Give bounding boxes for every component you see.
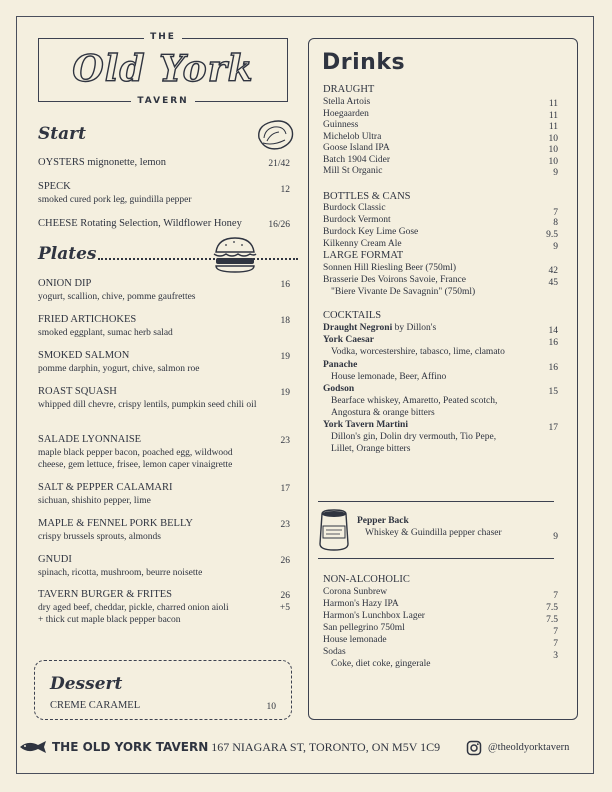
price-san-pellegrino: 7 [553, 627, 558, 637]
price-godson: 15 [548, 387, 558, 397]
dessert-title: Dessert [50, 674, 123, 694]
draught-item: Michelob Ultra [323, 131, 382, 142]
drink-martini-sub: Dillon's gin, Dolin dry vermouth, Tio Pepe, [331, 432, 497, 442]
menu-item-creme-caramel: CREME CARAMEL [50, 700, 141, 711]
drink-york-caesar: York Caesar [323, 335, 374, 345]
price-burdock-gose: 9.5 [546, 230, 558, 240]
draught-price: 11 [548, 110, 558, 121]
price-corona: 7 [553, 591, 558, 601]
price-calamari: 17 [280, 484, 290, 494]
drink-kilkenny: Kilkenny Cream Ale [323, 239, 402, 249]
large-format-heading: LARGE FORMAT [323, 250, 404, 261]
price-gnudi: 26 [280, 556, 290, 566]
desc-smoked-salmon: pomme darphin, yogurt, chive, salmon roe [38, 364, 200, 374]
draught-price: 9 [553, 168, 558, 178]
desc-onion-dip: yogurt, scallion, chive, pomme gaufrettes [38, 292, 196, 302]
price-negroni: 14 [548, 326, 558, 336]
menu-item-fried-artichokes: FRIED ARTICHOKES [38, 314, 137, 325]
menu-item-roast-squash: ROAST SQUASH [38, 386, 117, 397]
price-onion-dip: 16 [280, 280, 290, 290]
price-pork-belly: 23 [280, 520, 290, 530]
drink-martini-sub2: Lillet, Orange bitters [331, 444, 411, 454]
price-fried-artichokes: 18 [280, 316, 290, 326]
desc-pork-belly: crispy brussels sprouts, almonds [38, 532, 161, 542]
bottle-icon [316, 508, 352, 552]
draught-price: 10 [548, 145, 558, 155]
menu-item-calamari: SALT & PEPPER CALAMARI [38, 482, 173, 493]
draught-price: 10 [548, 133, 558, 144]
price-burdock-classic: 7 [553, 208, 558, 218]
drink-godson-sub: Bearface whiskey, Amaretto, Peated scotch, [331, 396, 498, 406]
draught-item: Stella Artois [323, 97, 371, 107]
logo-the: THE [38, 32, 288, 42]
pepper-back-name: Pepper Back [357, 516, 409, 526]
start-title: Start [38, 124, 86, 144]
drink-sonnen-hill: Sonnen Hill Riesling Beer (750ml) [323, 263, 456, 273]
drink-sodas: Sodas [323, 647, 346, 657]
menu-item-smoked-salmon: SMOKED SALMON [38, 350, 130, 361]
drink-godson: Godson [323, 384, 355, 394]
drink-sodas-sub: Coke, diet coke, gingerale [331, 659, 431, 669]
drink-panache-sub: House lemonade, Beer, Affino [331, 372, 447, 382]
price-sodas: 3 [553, 651, 558, 661]
menu-item-onion-dip: ONION DIP [38, 278, 92, 289]
pepper-back-rule-top [318, 501, 554, 502]
price-kilkenny: 9 [553, 242, 558, 252]
burger-icon [210, 236, 260, 274]
price-pepper-back: 9 [553, 532, 558, 542]
price-tavern-burger-addon: +5 [279, 603, 290, 613]
price-house-lemonade: 7 [553, 639, 558, 649]
plates-title: Plates [38, 244, 97, 264]
desc-salade-lyonnaise: maple black pepper bacon, poached egg, wildwood cheese, gem lettuce, frisee, lemon caper vinaigrette [38, 448, 233, 470]
price-salade-lyonnaise: 23 [280, 436, 290, 446]
drink-brasserie: Brasserie Des Voirons Savoie, France [323, 275, 466, 285]
desc-gnudi: spinach, ricotta, mushroom, beurre noisette [38, 568, 203, 578]
drink-house-lemonade: House lemonade [323, 635, 387, 645]
draught-item: Mill St Organic [323, 166, 383, 176]
drink-negroni: Draught Negroni by Dillon's [323, 323, 437, 333]
price-tavern-burger: 26 [280, 591, 290, 601]
drink-hazy-ipa: Harmon's Hazy IPA [323, 599, 399, 609]
non-alcoholic-heading: NON-ALCOHOLIC [323, 574, 410, 585]
price-burdock-vermont: 8 [553, 218, 558, 228]
price-york-caesar: 16 [548, 338, 558, 348]
drinks-title: Drinks [322, 50, 406, 75]
draught-item: Goose Island IPA [323, 143, 390, 153]
drink-panache: Panache [323, 360, 358, 370]
fish-logo-icon [18, 740, 48, 754]
instagram-icon[interactable] [466, 740, 482, 756]
drink-godson-sub2: Angostura & orange bitters [331, 408, 435, 418]
draught-item: Guinness [323, 120, 359, 130]
draught-price: 11 [548, 122, 558, 132]
price-sonnen-hill: 42 [548, 266, 558, 276]
drink-martini: York Tavern Martini [323, 420, 408, 430]
price-brasserie: 45 [548, 278, 558, 288]
price-hazy-ipa: 7.5 [546, 603, 558, 613]
menu-item-oysters: OYSTERS mignonette, lemon [38, 157, 167, 168]
menu-item-tavern-burger: TAVERN BURGER & FRITES [38, 589, 173, 600]
instagram-handle[interactable]: @theoldyorktavern [488, 742, 570, 753]
plates-divider [98, 258, 298, 260]
drink-burdock-vermont: Burdock Vermont [323, 215, 391, 225]
price-smoked-salmon: 19 [280, 352, 290, 362]
desc-tavern-burger: dry aged beef, cheddar, pickle, charred onion aioli [38, 603, 229, 613]
draught-item: Batch 1904 Cider [323, 154, 391, 165]
cocktails-heading: COCKTAILS [323, 310, 382, 321]
oyster-icon [255, 118, 295, 152]
price-martini: 17 [548, 423, 558, 433]
menu-item-speck: SPECK [38, 181, 71, 192]
footer-address-line: THE OLD YORK TAVERN 167 NIAGARA ST, TORONTO, ON M5V 1C9 [52, 740, 441, 754]
menu-item-cheese: CHEESE Rotating Selection, Wildflower Honey [38, 218, 242, 229]
price-lunchbox-lager: 7.5 [546, 615, 558, 625]
desc-fried-artichokes: smoked eggplant, sumac herb salad [38, 328, 173, 338]
bottles-heading: BOTTLES & CANS [323, 191, 411, 202]
draught-price: 11 [548, 99, 558, 109]
logo-tavern: TAVERN [38, 96, 288, 106]
price-panache: 16 [548, 363, 558, 373]
desc-roast-squash: whipped dill chevre, crispy lentils, pumpkin seed chili oil [38, 400, 257, 410]
drink-burdock-gose: Burdock Key Lime Gose [323, 227, 419, 237]
price-creme-caramel: 10 [266, 702, 276, 712]
drink-burdock-classic: Burdock Classic [323, 203, 386, 213]
desc-tavern-burger-addon: + thick cut maple black pepper bacon [38, 615, 181, 625]
draught-price: 10 [548, 156, 558, 167]
logo-main: Old York [72, 48, 254, 90]
drink-corona: Corona Sunbrew [323, 587, 388, 597]
drink-brasserie-sub: "Biere Vivante De Savagnin" (750ml) [331, 287, 476, 297]
draught-heading: DRAUGHT [323, 84, 375, 95]
drink-san-pellegrino: San pellegrino 750ml [323, 623, 405, 633]
menu-item-gnudi: GNUDI [38, 554, 72, 565]
draught-item: Hoegaarden [323, 108, 369, 119]
desc-calamari: sichuan, shishito pepper, lime [38, 496, 151, 506]
price-oysters: 21/42 [268, 159, 290, 169]
pepper-back-desc: Whiskey & Guindilla pepper chaser [365, 528, 502, 538]
desc-speck: smoked cured pork leg, guindilla pepper [38, 195, 192, 205]
price-roast-squash: 19 [280, 388, 290, 398]
drink-york-caesar-sub: Vodka, worcestershire, tabasco, lime, clamato [331, 347, 505, 357]
pepper-back-rule-bottom [318, 558, 554, 559]
drink-lunchbox-lager: Harmon's Lunchbox Lager [323, 611, 425, 621]
price-cheese: 16/26 [268, 220, 290, 230]
menu-item-pork-belly: MAPLE & FENNEL PORK BELLY [38, 518, 193, 529]
menu-item-salade-lyonnaise: SALADE LYONNAISE [38, 434, 142, 445]
price-speck: 12 [280, 185, 290, 195]
